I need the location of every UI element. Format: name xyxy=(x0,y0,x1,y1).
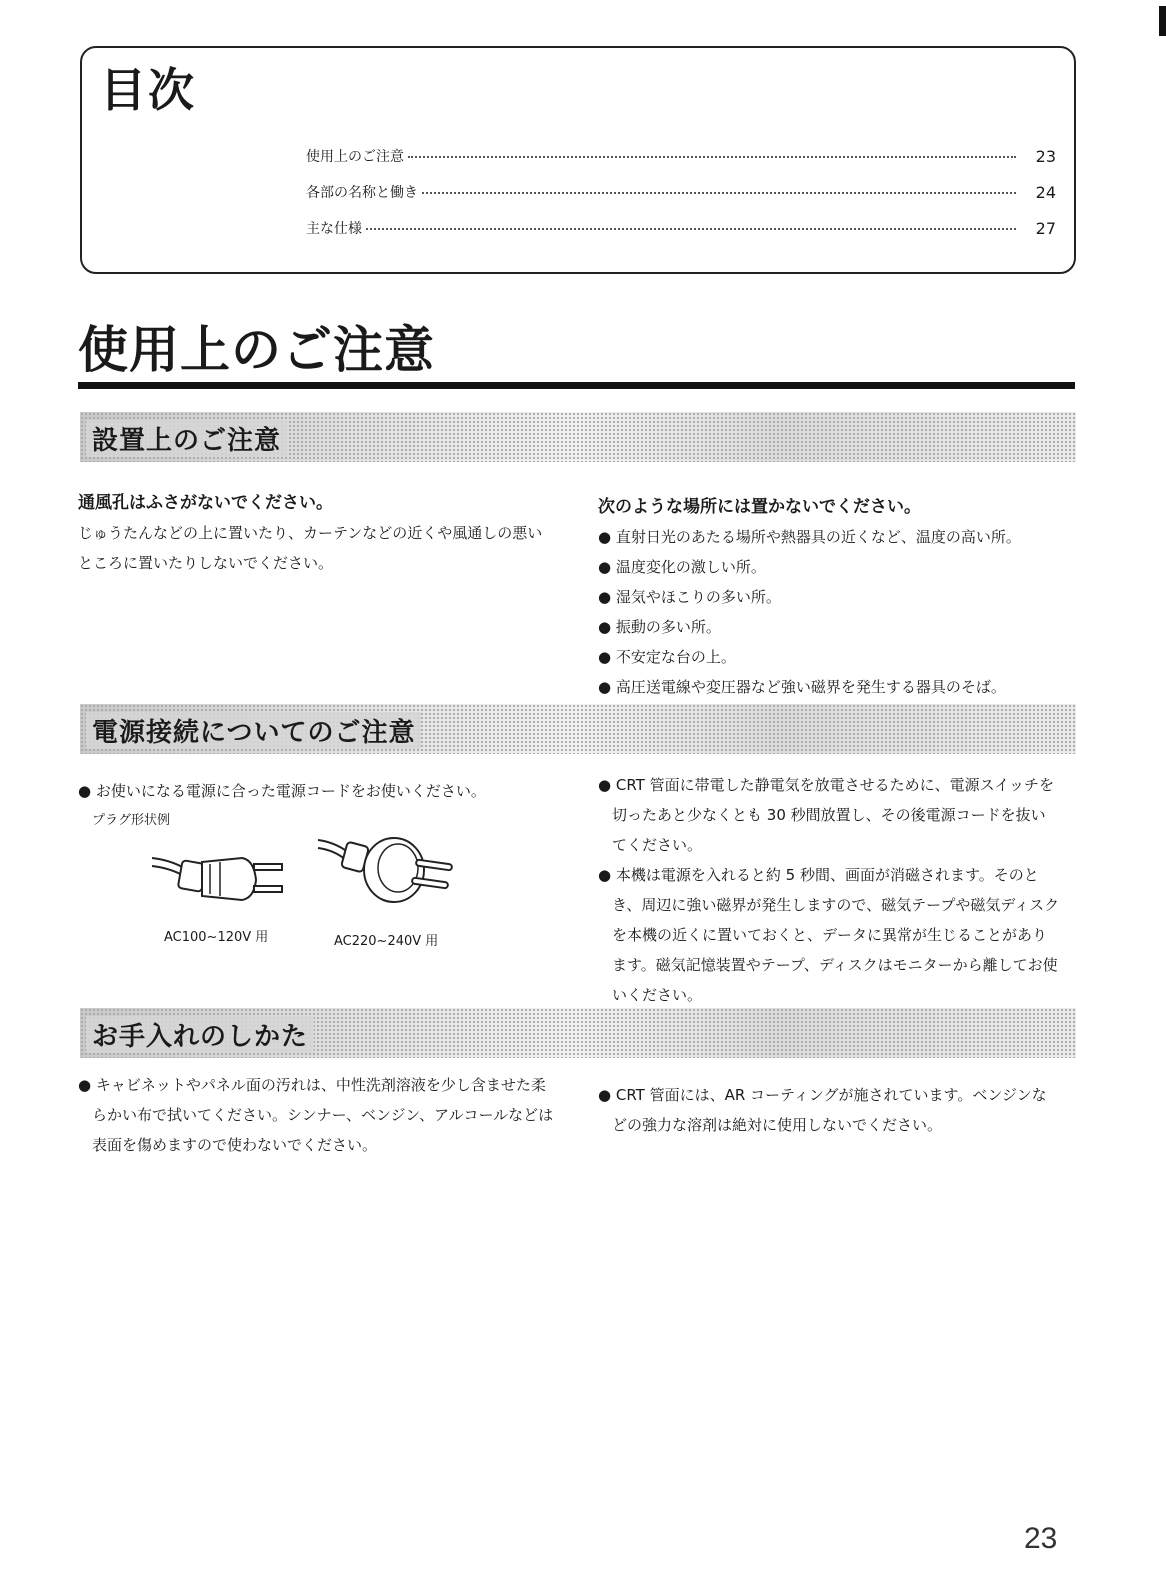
toc-list xyxy=(306,130,1056,238)
list-item: ● 湿気やほこりの多い所。 xyxy=(598,588,781,606)
list-item: ● CRT 管面には、AR コーティングが施されています。ベンジンなどの強力な溶剤は絶対に使用しないでください。 xyxy=(598,1086,1047,1134)
section-header-label: 電源接続についてのご注意 xyxy=(86,712,421,749)
power-right-column xyxy=(598,770,1060,1010)
toc-leader xyxy=(408,156,1016,158)
section-header-label: お手入れのしかた xyxy=(86,1016,314,1053)
plug-type-b-caption: AC220~240V 用 xyxy=(334,934,439,949)
plug-type-a-caption: AC100~120V 用 xyxy=(164,930,269,945)
toc-entry-page: 23 xyxy=(1035,147,1056,166)
section-header-install xyxy=(80,412,1076,462)
toc-leader xyxy=(366,228,1016,230)
page-number: 23 xyxy=(1024,1522,1058,1555)
care-right-column xyxy=(598,1080,1060,1140)
toc-entry[interactable] xyxy=(306,202,1056,238)
list-item: ● 高圧送電線や変圧器など強い磁界を発生する器具のそば。 xyxy=(598,678,1006,696)
list-item: ● 不安定な台の上。 xyxy=(598,648,736,666)
list-item: ● 振動の多い所。 xyxy=(598,618,721,636)
list-item: ● 温度変化の激しい所。 xyxy=(598,558,766,576)
toc-entry-label: 各部の名称と働き xyxy=(306,185,418,201)
install-left-heading: 通風孔はふさがないでください。 xyxy=(78,493,333,513)
plug-type-a-icon xyxy=(150,840,300,920)
toc-entry-page: 24 xyxy=(1035,183,1056,202)
install-left-column xyxy=(78,488,556,578)
toc-entry-label: 主な仕様 xyxy=(306,221,362,237)
list-item: ● お使いになる電源に合った電源コードをお使いください。 xyxy=(78,782,486,800)
plug-type-b-icon xyxy=(316,826,466,916)
list-item: ● 直射日光のあたる場所や熱器具の近くなど、温度の高い所。 xyxy=(598,528,1021,546)
plug-examples-title: プラグ形状例 xyxy=(92,813,171,828)
care-left-column xyxy=(78,1070,558,1160)
title-rule xyxy=(78,382,1075,389)
list-item: ● キャビネットやパネル面の汚れは、中性洗剤溶液を少し含ませた柔らかい布で拭いてください。シンナー、ベンジン、アルコールなどは表面を傷めますので使わないでください。 xyxy=(78,1076,554,1154)
toc-entry-page: 27 xyxy=(1035,219,1056,238)
install-left-body: じゅうたんなどの上に置いたり、カーテンなどの近くや風通しの悪いところに置いたりしないでください。 xyxy=(78,524,543,572)
toc-title: 目次 xyxy=(100,63,196,117)
install-right-heading: 次のような場所には置かないでください。 xyxy=(598,497,921,517)
list-item: ● CRT 管面に帯電した静電気を放電させるために、電源スイッチを切ったあと少なくとも 30 秒間放置し、その後電源コードを抜いてください。 xyxy=(598,776,1054,854)
section-header-care xyxy=(80,1008,1076,1058)
toc-entry[interactable] xyxy=(306,130,1056,166)
section-header-power xyxy=(80,704,1076,754)
page-title: 使用上のご注意 xyxy=(78,321,435,379)
page-edge-mark xyxy=(1159,6,1166,36)
install-right-column xyxy=(598,492,1068,702)
toc-entry[interactable] xyxy=(306,166,1056,202)
list-item: ● 本機は電源を入れると約 5 秒間、画面が消磁されます。そのとき、周辺に強い磁界が発生しますので、磁気テープや磁気ディスクを本機の近くに置いておくと、データに異常が生じることがあります。磁気記憶装置やテープ、ディスクはモニターから離してお使いください。 xyxy=(598,866,1060,1004)
section-header-label: 設置上のご注意 xyxy=(86,420,287,457)
toc-leader xyxy=(422,192,1016,194)
toc-entry-label: 使用上のご注意 xyxy=(306,149,404,165)
